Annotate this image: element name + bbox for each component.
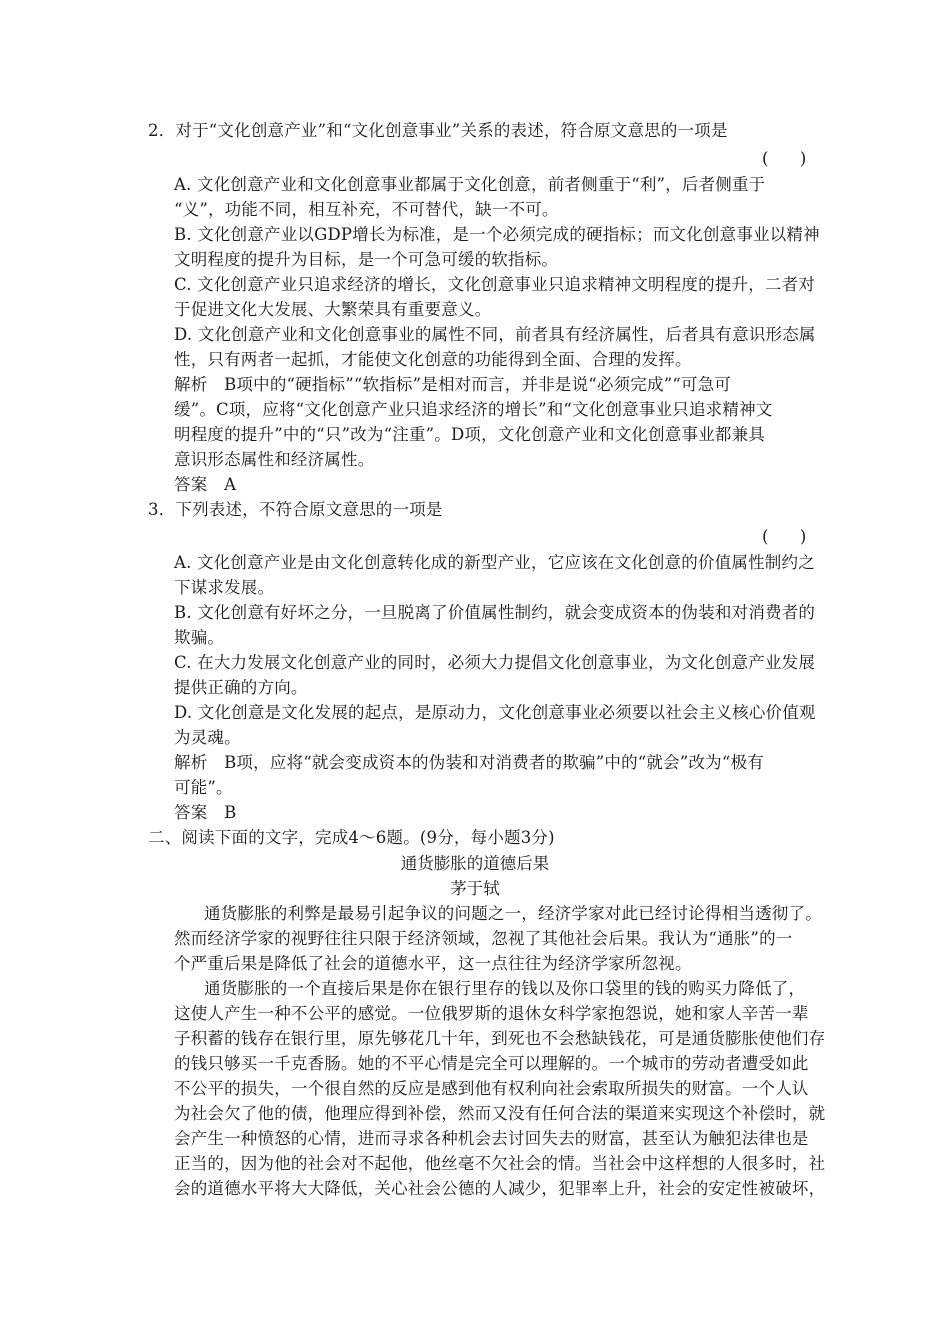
question-2-option-c-cont: 于促进文化大发展、大繁荣具有重要意义。 xyxy=(174,300,492,319)
question-2-option-b: B. 文化创意产业以GDP增长为标准，是一个必须完成的硬指标；而文化创意事业以精神 xyxy=(174,225,820,244)
article-title: 通货膨胀的道德后果 xyxy=(400,854,550,873)
paragraph-1-line: 个严重后果是降低了社会的道德水平，这一点往往为经济学家所忽视。 xyxy=(174,954,692,973)
question-3-analysis: 解析 B项，应将“就会变成资本的伪装和对消费者的欺骗”中的“就会”改为“极有 xyxy=(174,753,764,772)
question-2-analysis: 解析 B项中的“硬指标”“软指标”是相对而言，并非是说“必须完成”“可急可 xyxy=(174,375,732,394)
question-3-option-c-cont: 提供正确的方向。 xyxy=(174,678,308,697)
paragraph-2: 通货膨胀的一个直接后果是你在银行里存的钱以及你口袋里的钱的购买力降低了， xyxy=(204,979,806,998)
question-2-option-b-cont: 文明程度的提升为目标，是一个可急可缓的软指标。 xyxy=(174,250,559,269)
question-2-option-a-cont: “义”，功能不同，相互补充，不可替代，缺一不可。 xyxy=(174,200,559,219)
section-2-heading: 二、阅读下面的文字，完成4～6题。(9分，每小题3分) xyxy=(148,828,555,847)
paragraph-2-line: 会的道德水平将大大降低，关心社会公德的人减少，犯罪率上升，社会的安定性被破坏， xyxy=(174,1179,826,1198)
question-2-analysis-cont: 意识形态属性和经济属性。 xyxy=(174,450,375,469)
article-author: 茅于轼 xyxy=(450,879,500,898)
question-2-analysis-cont: 明程度的提升”中的“只”改为“注重”。D项，文化创意产业和文化创意事业都兼具 xyxy=(174,425,766,444)
question-3-answer-blank: ( ) xyxy=(762,527,807,546)
question-3-analysis-cont: 可能”。 xyxy=(174,778,233,797)
question-3-stem: 3．下列表述，不符合原文意思的一项是 xyxy=(148,500,443,519)
question-3-answer: 答案 B xyxy=(174,803,237,822)
question-3-option-c: C. 在大力发展文化创意产业的同时，必须大力提倡文化创意事业，为文化创意产业发展 xyxy=(174,653,816,672)
paragraph-2-line: 为社会欠了他的债，他理应得到补偿，然而又没有任何合法的渠道来实现这个补偿时，就 xyxy=(174,1104,826,1123)
paragraph-1-line: 然而经济学家的视野往往只限于经济领域，忽视了其他社会后果。我认为“通胀”的一 xyxy=(174,929,793,948)
question-2-answer-blank: ( ) xyxy=(762,149,807,168)
question-2-option-d-cont: 性，只有两者一起抓，才能使文化创意的功能得到全面、合理的发挥。 xyxy=(174,350,692,369)
question-2-option-a: A. 文化创意产业和文化创意事业都属于文化创意，前者侧重于“利”，后者侧重于 xyxy=(174,175,766,194)
question-3-option-a-cont: 下谋求发展。 xyxy=(174,578,275,597)
paragraph-2-line: 的钱只够买一千克香肠。她的不平心情是完全可以理解的。一个城市的劳动者遭受如此 xyxy=(174,1054,809,1073)
question-2-option-c: C. 文化创意产业只追求经济的增长，文化创意事业只追求精神文明程度的提升，二者对 xyxy=(174,275,816,294)
question-3-option-d: D. 文化创意是文化发展的起点，是原动力，文化创意事业必须要以社会主义核心价值观 xyxy=(174,703,816,722)
paragraph-2-line: 子积蓄的钱存在银行里，原先够花几十年，到死也不会愁缺钱花，可是通货膨胀使他们存 xyxy=(174,1029,826,1048)
paragraph-2-line: 会产生一种愤怒的心情，进而寻求各种机会去讨回失去的财富，甚至认为触犯法律也是 xyxy=(174,1129,809,1148)
question-3-option-a: A. 文化创意产业是由文化创意转化成的新型产业，它应该在文化创意的价值属性制约之 xyxy=(174,553,815,572)
question-2-answer: 答案 A xyxy=(174,475,237,494)
paragraph-2-line: 正当的，因为他的社会对不起他，他丝毫不欠社会的情。当社会中这样想的人很多时，社 xyxy=(174,1154,826,1173)
paragraph-1: 通货膨胀的利弊是最易引起争议的问题之一，经济学家对此已经讨论得相当透彻了。 xyxy=(204,904,822,923)
question-3-option-d-cont: 为灵魂。 xyxy=(174,728,241,747)
question-3-option-b: B. 文化创意有好坏之分，一旦脱离了价值属性制约，就会变成资本的伪装和对消费者的 xyxy=(174,603,816,622)
question-2-analysis-cont: 缓”。C项，应将“文化创意产业只追求经济的增长”和“文化创意事业只追求精神文 xyxy=(174,400,773,419)
question-2-option-d: D. 文化创意产业和文化创意事业的属性不同，前者具有经济属性，后者具有意识形态属 xyxy=(174,325,816,344)
paragraph-2-line: 不公平的损失，一个很自然的反应是感到他有权利向社会索取所损失的财富。一个人认 xyxy=(174,1079,809,1098)
question-3-option-b-cont: 欺骗。 xyxy=(174,628,225,647)
question-2-stem: 2．对于“文化创意产业”和“文化创意事业”关系的表述，符合原文意思的一项是 xyxy=(148,121,728,140)
paragraph-2-line: 这使人产生一种不公平的感觉。一位俄罗斯的退休女科学家抱怨说，她和家人辛苦一辈 xyxy=(174,1004,809,1023)
